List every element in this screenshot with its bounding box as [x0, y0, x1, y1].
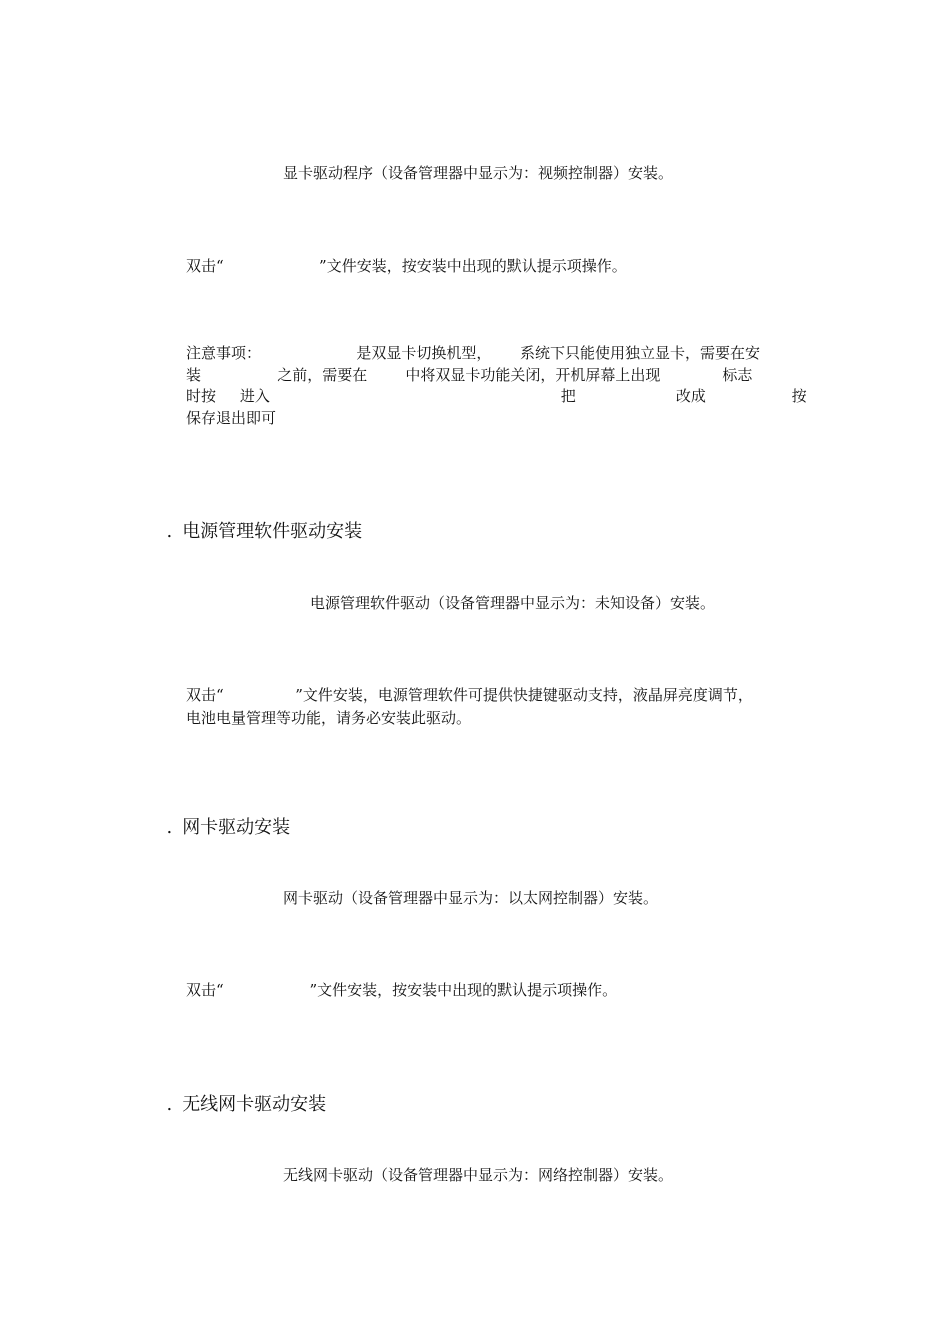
section-number: .: [166, 817, 173, 838]
power-section-heading: [155, 496, 362, 544]
nic-section-heading: [155, 792, 290, 840]
power-instruction-line-2: 电池电量管理等功能，请务必安装此驱动。: [186, 709, 472, 727]
display-driver-instruction: 双击“ ”文件安装，按安装中出现的默认提示项操作。: [186, 257, 627, 275]
section-number: .: [166, 521, 173, 542]
power-driver-title: 电源管理软件驱动（设备管理器中显示为：未知设备）安装。: [310, 594, 716, 612]
nic-instruction: 双击“ ”文件安装，按安装中出现的默认提示项操作。: [186, 981, 618, 999]
section-title: 网卡驱动安装: [182, 817, 291, 838]
wifi-driver-title: 无线网卡驱动（设备管理器中显示为：网络控制器）安装。: [283, 1166, 674, 1184]
wifi-section-heading: [155, 1069, 326, 1117]
note-line-3: 时按 进入 把 改成 按: [186, 387, 807, 405]
section-title: 无线网卡驱动安装: [182, 1094, 327, 1115]
display-driver-title: 显卡驱动程序（设备管理器中显示为：视频控制器）安装。: [283, 164, 674, 182]
note-line-1: 注意事项： 是双显卡切换机型， 系统下只能使用独立显卡，需要在安: [186, 344, 760, 362]
section-title: 电源管理软件驱动安装: [182, 521, 363, 542]
note-line-2: 装 之前，需要在 中将双显卡功能关闭，开机屏幕上出现 标志: [186, 366, 753, 384]
note-line-4: 保存退出即可: [186, 409, 277, 427]
power-instruction-line-1: 双击“ ”文件安装，电源管理软件可提供快捷键驱动支持，液晶屏亮度调节，: [186, 686, 753, 704]
section-number: .: [166, 1094, 173, 1115]
nic-driver-title: 网卡驱动（设备管理器中显示为：以太网控制器）安装。: [283, 889, 659, 907]
